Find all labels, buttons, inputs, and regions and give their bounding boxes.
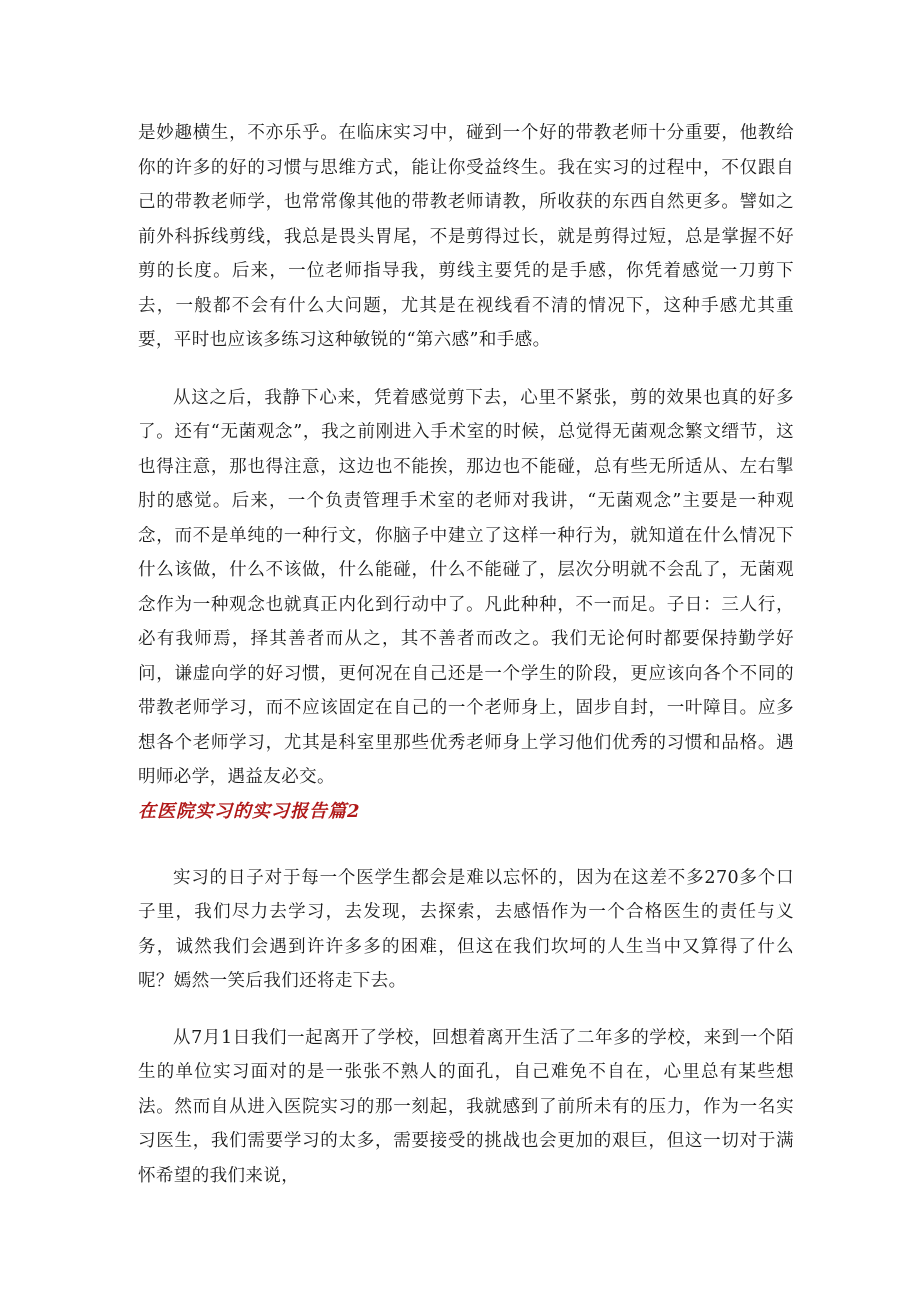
section-heading: 在医院实习的实习报告篇2 xyxy=(138,800,361,822)
paragraph-3: 实习的日子对于每一个医学生都会是难以忘怀的，因为在这差不多270多个口子里，我们尽力去学习，去发现，去探索，去感悟作为一个合格医生的责任与义务，诚然我们会遇到许许多多的困难，但这在我们坎坷的人生当中又算得了什么呢？嫣然一笑后我们还将走下去。 xyxy=(138,867,794,991)
paragraph-1: 是妙趣横生，不亦乐乎。在临床实习中，碰到一个好的带教老师十分重要，他教给你的许多的好的习惯与思维方式，能让你受益终生。我在实习的过程中，不仅跟自己的带教老师学，也常常像其他的带教老师请教，所收获的东西自然更多。譬如之前外科拆线剪线，我总是畏头胃尾，不是剪得过长，就是剪得过短，总是掌握不好剪的长度。后来，一位老师指导我，剪线主要凭的是手感，你凭着感觉一刀剪下去，一般都不会有什么大问题，尤其是在视线看不清的情况下，这种手感尤其重要，平时也应该多练习这种敏锐的“第六感”和手感。 xyxy=(138,123,794,350)
paragraph-2: 从这之后，我静下心来，凭着感觉剪下去，心里不紧张，剪的效果也真的好多了。还有“无菌观念”，我之前刚进入手术室的时候，总觉得无菌观念繁文缙节，这也得注意，那也得注意，这边也不能挨，那边也不能碰，总有些无所适从、左右掣肘的感觉。后来，一个负责管理手术室的老师对我讲，“无菌观念”主要是一种观念，而不是单纯的一种行文，你脑子中建立了这样一种行为，就知道在什么情况下什么该做，什么不该做，什么能碰，什么不能碰了，层次分明就不会乱了，无菌观念作为一种观念也就真正内化到行动中了。凡此种种，不一而足。子日：三人行，必有我师焉，择其善者而从之，其不善者而改之。我们无论何时都要保持勤学好问，谦虚向学的好习惯，更何况在自己还是一个学生的阶段，更应该向各个不同的带教老师学习，而不应该固定在自己的一个老师身上，固步自封，一叶障目。应多想各个老师学习，尤其是科室里那些优秀老师身上学习他们优秀的习惯和品格。遇明师必学，遇益友必交。 xyxy=(138,387,794,787)
document-body xyxy=(138,116,794,1193)
paragraph-4: 从7月1日我们一起离开了学校，回想着离开生活了二年多的学校，来到一个陌生的单位实习面对的是一张张不熟人的面孔，自己难免不自在，心里总有某些想法。然而自从进入医院实习的那一刻起，我就感到了前所未有的压力，作为一名实习医生，我们需要学习的太多，需要接受的挑战也会更加的艰巨，但这一切对于满怀希望的我们来说， xyxy=(138,1027,794,1186)
